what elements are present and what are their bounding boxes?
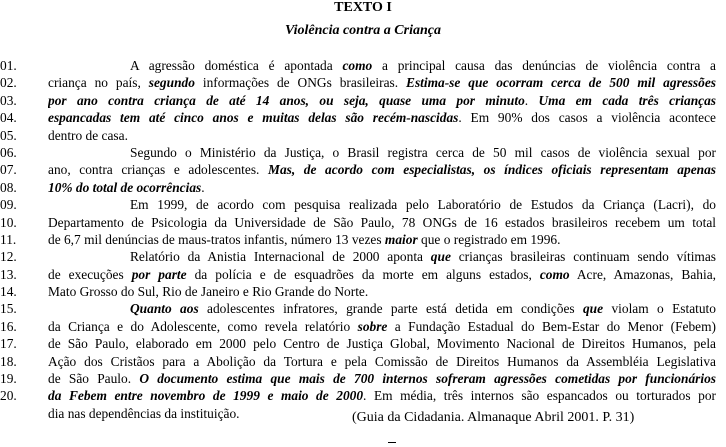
line-text [48, 74, 716, 91]
text-line [0, 57, 726, 74]
text-segment: Relatório da Anistia Internacional de 2000 aponta [130, 249, 431, 265]
text-segment: Segundo o Ministério da Justiça, o Brasil registra cerca de 50 mil casos de violência sexual por [130, 144, 716, 160]
emphasized-text: espancadas tem até cinco anos e muitas delas são recém-nascidas [48, 110, 459, 126]
line-number: 03. [0, 92, 17, 108]
line-text [130, 144, 716, 161]
text-line [0, 370, 726, 387]
line-number: 15. [0, 301, 17, 317]
line-number: 05. [0, 127, 17, 143]
text-segment: Em 1999, de acordo com pesquisa realizada pelo Laboratório de Estudos da Criança (Lacri), do [130, 197, 716, 213]
text-line [0, 144, 726, 161]
text-line [0, 74, 726, 91]
line-text [130, 300, 716, 317]
line-number: 20. [0, 388, 17, 404]
text-segment: a principal causa das denúncias de violência contra a [372, 58, 716, 73]
line-text [48, 318, 716, 335]
text-segment: . [201, 179, 205, 195]
text-line [0, 353, 726, 370]
emphasized-text: Estima-se que ocorram cerca de 500 mil agressões [406, 75, 716, 91]
text-segment: dentro de casa. [48, 127, 128, 143]
text-segment: ano, contra crianças e adolescentes. [48, 162, 269, 178]
emphasized-text: que [430, 249, 451, 265]
source-citation: (Guia da Cidadania. Almanaque Abril 2001. P. 31) [352, 410, 635, 425]
text-segment: Acre, Amazonas, Bahia, [569, 266, 716, 282]
emphasized-text: Quanto aos [130, 301, 199, 317]
emphasized-text: 10% do total de ocorrências [48, 179, 202, 195]
emphasized-text: que [582, 301, 604, 317]
line-text [48, 109, 716, 126]
line-text [48, 353, 716, 370]
line-text [48, 214, 716, 231]
text-line [0, 300, 726, 317]
emphasized-text: como [342, 58, 373, 73]
line-number: 11. [0, 231, 17, 247]
text-segment: dia nas dependências da instituição. [48, 405, 240, 421]
line-text [48, 335, 716, 352]
text-segment: . Em média, três internos são espancados ou torturados por [363, 388, 716, 404]
emphasized-text: por ano contra criança de até 14 anos, ou seja, quase uma por minuto [48, 92, 525, 108]
text-segment: violam o Estatuto [603, 301, 716, 317]
line-text [130, 57, 716, 74]
line-number: 12. [0, 249, 17, 265]
text-segment: crianças brasileiras continuam sendo vítimas [450, 249, 716, 265]
text-segment: . Em 90% dos casos a violência acontece [458, 110, 716, 126]
text-segment: criança no país, [48, 75, 149, 91]
emphasized-text: sobre [357, 318, 388, 334]
text-subtitle: Violência contra a Criança [285, 23, 441, 38]
page-cut-mark [388, 442, 396, 447]
text-segment: de São Paulo, elaborado em 2000 pelo Centro de Justiça Global, Movimento Nacional de Direitos Humanos, pela [48, 336, 716, 352]
line-number: 16. [0, 318, 17, 334]
text-line [0, 179, 726, 196]
line-number: 04. [0, 110, 17, 126]
line-number: 18. [0, 353, 17, 369]
text-segment: Departamento de Psicologia da Universidade de São Paulo, 78 ONGs de 16 estados brasileiros recebem um total [48, 214, 716, 230]
emphasized-text: como [539, 266, 570, 282]
line-text [48, 370, 716, 387]
text-segment: . [524, 92, 539, 108]
text-segment: a Fundação Estadual do Bem-Estar do Menor (Febem) [387, 318, 716, 334]
text-line [0, 266, 726, 283]
emphasized-text: que [270, 371, 291, 387]
text-segment: de 6,7 mil denúncias de maus-tratos infantis, número 13 vezes [48, 231, 385, 247]
text-segment: de execuções [48, 266, 132, 282]
emphasized-text: maior [384, 231, 418, 247]
emphasized-text: da Febem entre novembro de 1999 e maio de 2000 [48, 388, 364, 404]
line-text [48, 179, 716, 196]
line-text [130, 248, 716, 265]
line-number: 07. [0, 162, 17, 178]
emphasized-text: mais de 700 internos sofreram agressões cometidas por funcionários [290, 371, 716, 387]
text-segment: Ação dos Cristãos para a Abolição da Tortura e pela Comissão de Direitos Humanos da Assembléia Legislativa [48, 353, 716, 369]
text-segment: informações de ONGs brasileiras. [194, 75, 407, 91]
line-text [48, 266, 716, 283]
emphasized-text: segundo [148, 75, 195, 91]
line-number: 13. [0, 266, 17, 282]
numbered-text-body [0, 57, 726, 422]
emphasized-text: por parte [131, 266, 187, 282]
text-line [0, 335, 726, 352]
line-number: 08. [0, 179, 17, 195]
text-segment: Mato Grosso do Sul, Rio de Janeiro e Rio Grande do Norte. [48, 284, 369, 300]
text-line [0, 161, 726, 178]
text-line [0, 283, 726, 300]
text-segment: de São Paulo. [48, 371, 140, 387]
text-line [0, 318, 726, 335]
line-text [48, 231, 716, 248]
text-line [0, 231, 726, 248]
line-text [48, 283, 716, 300]
line-text [48, 161, 716, 178]
line-number: 01. [0, 58, 17, 73]
line-number: 02. [0, 75, 17, 91]
text-title: TEXTO I [334, 0, 392, 15]
line-number: 09. [0, 197, 17, 213]
text-segment: que o registrado em 1996. [417, 231, 561, 247]
text-line [0, 196, 726, 213]
emphasized-text: Uma em cada três crianças [538, 92, 716, 108]
emphasized-text: O documento estima [139, 371, 271, 387]
text-line [0, 127, 726, 144]
line-number: 19. [0, 371, 17, 387]
text-segment: A agressão doméstica é apontada [130, 58, 343, 73]
line-text [48, 127, 716, 144]
line-number: 17. [0, 336, 17, 352]
emphasized-text: Mas, de acordo com especialistas, os índices oficiais representam apenas [268, 162, 716, 178]
text-line [0, 92, 726, 109]
text-line [0, 387, 726, 404]
line-number: 14. [0, 284, 17, 300]
text-line [0, 248, 726, 265]
text-segment: adolescentes infratores, grande parte está detida em condições [198, 301, 583, 317]
line-text [130, 196, 716, 213]
text-segment: da Criança e do Adolescente, como revela relatório [48, 318, 358, 334]
line-text [48, 387, 716, 404]
line-text [48, 92, 716, 109]
line-number: 06. [0, 144, 17, 160]
line-number: 10. [0, 214, 17, 230]
text-line [0, 109, 726, 126]
text-segment: da polícia e de esquadrões da morte em alguns estados, [186, 266, 540, 282]
text-line [0, 214, 726, 231]
